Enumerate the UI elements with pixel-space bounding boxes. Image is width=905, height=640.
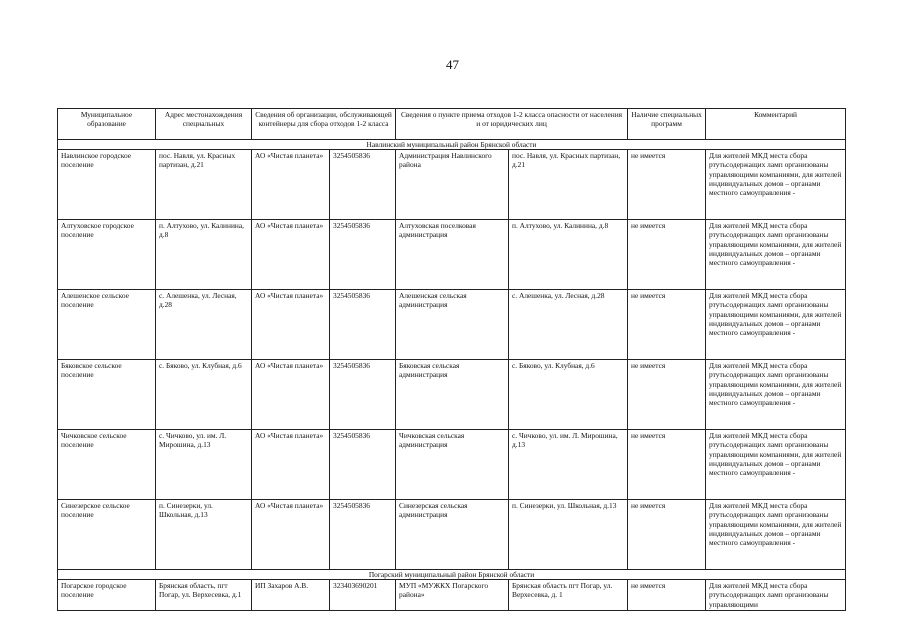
table-row: [58, 500, 846, 570]
cell-point-name: Администрация Навлинского района: [396, 150, 509, 220]
cell-inn: 3254505836: [330, 290, 396, 360]
cell-municipality: Навлинское городское поселение: [58, 150, 156, 220]
cell-comment: Для жителей МКД места сбора ртутьсодержащих ламп организованы управляющими компаниями, для жителей индивидуальных домов – органами местного самоуправления -: [706, 430, 846, 500]
cell-address: с. Бяково, ул. Клубная, д.6: [156, 360, 252, 430]
header-row: [58, 109, 846, 140]
cell-point-address: п. Синезерки, ул. Школьная, д.13: [509, 500, 628, 570]
cell-programs: не имеется: [628, 500, 706, 570]
cell-inn: 323403690201: [330, 580, 396, 611]
cell-programs: не имеется: [628, 150, 706, 220]
cell-programs: не имеется: [628, 220, 706, 290]
header-organization: Сведения об организации, обслуживающей контейнеры для сбора отходов 1-2 класса: [252, 109, 396, 140]
cell-point-address: с. Чичково, ул. им. Л. Мирошина, д.13: [509, 430, 628, 500]
cell-address: с. Чичково, ул. им. Л. Мирошина, д.13: [156, 430, 252, 500]
cell-point-address: п. Алтухово, ул. Калинина, д.8: [509, 220, 628, 290]
header-programs: Наличие специальных программ: [628, 109, 706, 140]
cell-municipality: Чичковское сельское поселение: [58, 430, 156, 500]
cell-inn: 3254505836: [330, 220, 396, 290]
cell-comment: Для жителей МКД места сбора ртутьсодержащих ламп организованы управляющими компаниями, для жителей индивидуальных домов – органами местного самоуправления -: [706, 290, 846, 360]
cell-point-address: Брянская область пгт Погар, ул. Верхесевка, д. 1: [509, 580, 628, 611]
header-municipality: Муниципальное образование: [58, 109, 156, 140]
header-address: Адрес местонахождения специальных: [156, 109, 252, 140]
page-number: 47: [446, 57, 459, 72]
cell-point-name: Алтуховская поселковая администрация: [396, 220, 509, 290]
cell-municipality: Синезерское сельское поселение: [58, 500, 156, 570]
region-row: [58, 570, 846, 580]
cell-organization: АО «Чистая планета»: [252, 430, 330, 500]
cell-point-name: Алешенская сельская администрация: [396, 290, 509, 360]
cell-address: п. Алтухово, ул. Калинина, д.8: [156, 220, 252, 290]
table-row: [58, 290, 846, 360]
cell-inn: 3254505836: [330, 500, 396, 570]
waste-collection-table: [57, 108, 846, 611]
cell-organization: АО «Чистая планета»: [252, 290, 330, 360]
cell-comment: Для жителей МКД места сбора ртутьсодержащих ламп организованы управляющими компаниями, для жителей индивидуальных домов – органами местного самоуправления -: [706, 150, 846, 220]
cell-point-name: Синезерская сельская администрация: [396, 500, 509, 570]
cell-point-address: пос. Навля, ул. Красных партизан, д.21: [509, 150, 628, 220]
cell-programs: не имеется: [628, 430, 706, 500]
region-row: [58, 140, 846, 150]
cell-address: Брянская область, пгт Погар, ул. Верхесевка, д.1: [156, 580, 252, 611]
cell-programs: не имеется: [628, 290, 706, 360]
cell-point-name: Чичковская сельская администрация: [396, 430, 509, 500]
header-comment: Комментарий: [706, 109, 846, 140]
cell-inn: 3254505836: [330, 360, 396, 430]
cell-organization: АО «Чистая планета»: [252, 360, 330, 430]
cell-organization: АО «Чистая планета»: [252, 150, 330, 220]
region-title: Навлинский муниципальный район Брянской области: [58, 140, 846, 150]
cell-comment: Для жителей МКД места сбора ртутьсодержащих ламп организованы управляющими компаниями, для жителей индивидуальных домов – органами местного самоуправления -: [706, 500, 846, 570]
cell-comment: Для жителей МКД места сбора ртутьсодержащих ламп организованы управляющими: [706, 580, 846, 611]
region-title: Погарский муниципальный район Брянской области: [58, 570, 846, 580]
cell-point-address: с. Бяково, ул. Клубная, д.6: [509, 360, 628, 430]
cell-point-name: МУП «МУЖКХ Погарского района»: [396, 580, 509, 611]
cell-inn: 3254505836: [330, 150, 396, 220]
cell-comment: Для жителей МКД места сбора ртутьсодержащих ламп организованы управляющими компаниями, для жителей индивидуальных домов – органами местного самоуправления -: [706, 220, 846, 290]
cell-organization: АО «Чистая планета»: [252, 220, 330, 290]
cell-address: с. Алешенка, ул. Лесная, д.28: [156, 290, 252, 360]
table-row: [58, 360, 846, 430]
cell-programs: не имеется: [628, 580, 706, 611]
cell-programs: не имеется: [628, 360, 706, 430]
table-row: [58, 220, 846, 290]
cell-municipality: Погарское городское поселение: [58, 580, 156, 611]
cell-point-address: с. Алешенка, ул. Лесная, д.28: [509, 290, 628, 360]
cell-organization: ИП Захаров А.В.: [252, 580, 330, 611]
cell-municipality: Алешенское сельское поселение: [58, 290, 156, 360]
table-row: [58, 430, 846, 500]
table-row: [58, 150, 846, 220]
cell-comment: Для жителей МКД места сбора ртутьсодержащих ламп организованы управляющими компаниями, для жителей индивидуальных домов – органами местного самоуправления -: [706, 360, 846, 430]
cell-organization: АО «Чистая планета»: [252, 500, 330, 570]
cell-inn: 3254505836: [330, 430, 396, 500]
cell-address: пос. Навля, ул. Красных партизан, д.21: [156, 150, 252, 220]
cell-municipality: Бяковское сельское поселение: [58, 360, 156, 430]
cell-address: п. Синезерки, ул. Школьная, д.13: [156, 500, 252, 570]
header-collection-point: Сведения о пункте приема отходов 1-2 класса опасности от населения и от юридических лиц: [396, 109, 628, 140]
table-row: [58, 580, 846, 611]
cell-point-name: Бяковская сельская администрация: [396, 360, 509, 430]
cell-municipality: Алтуховское городское поселение: [58, 220, 156, 290]
